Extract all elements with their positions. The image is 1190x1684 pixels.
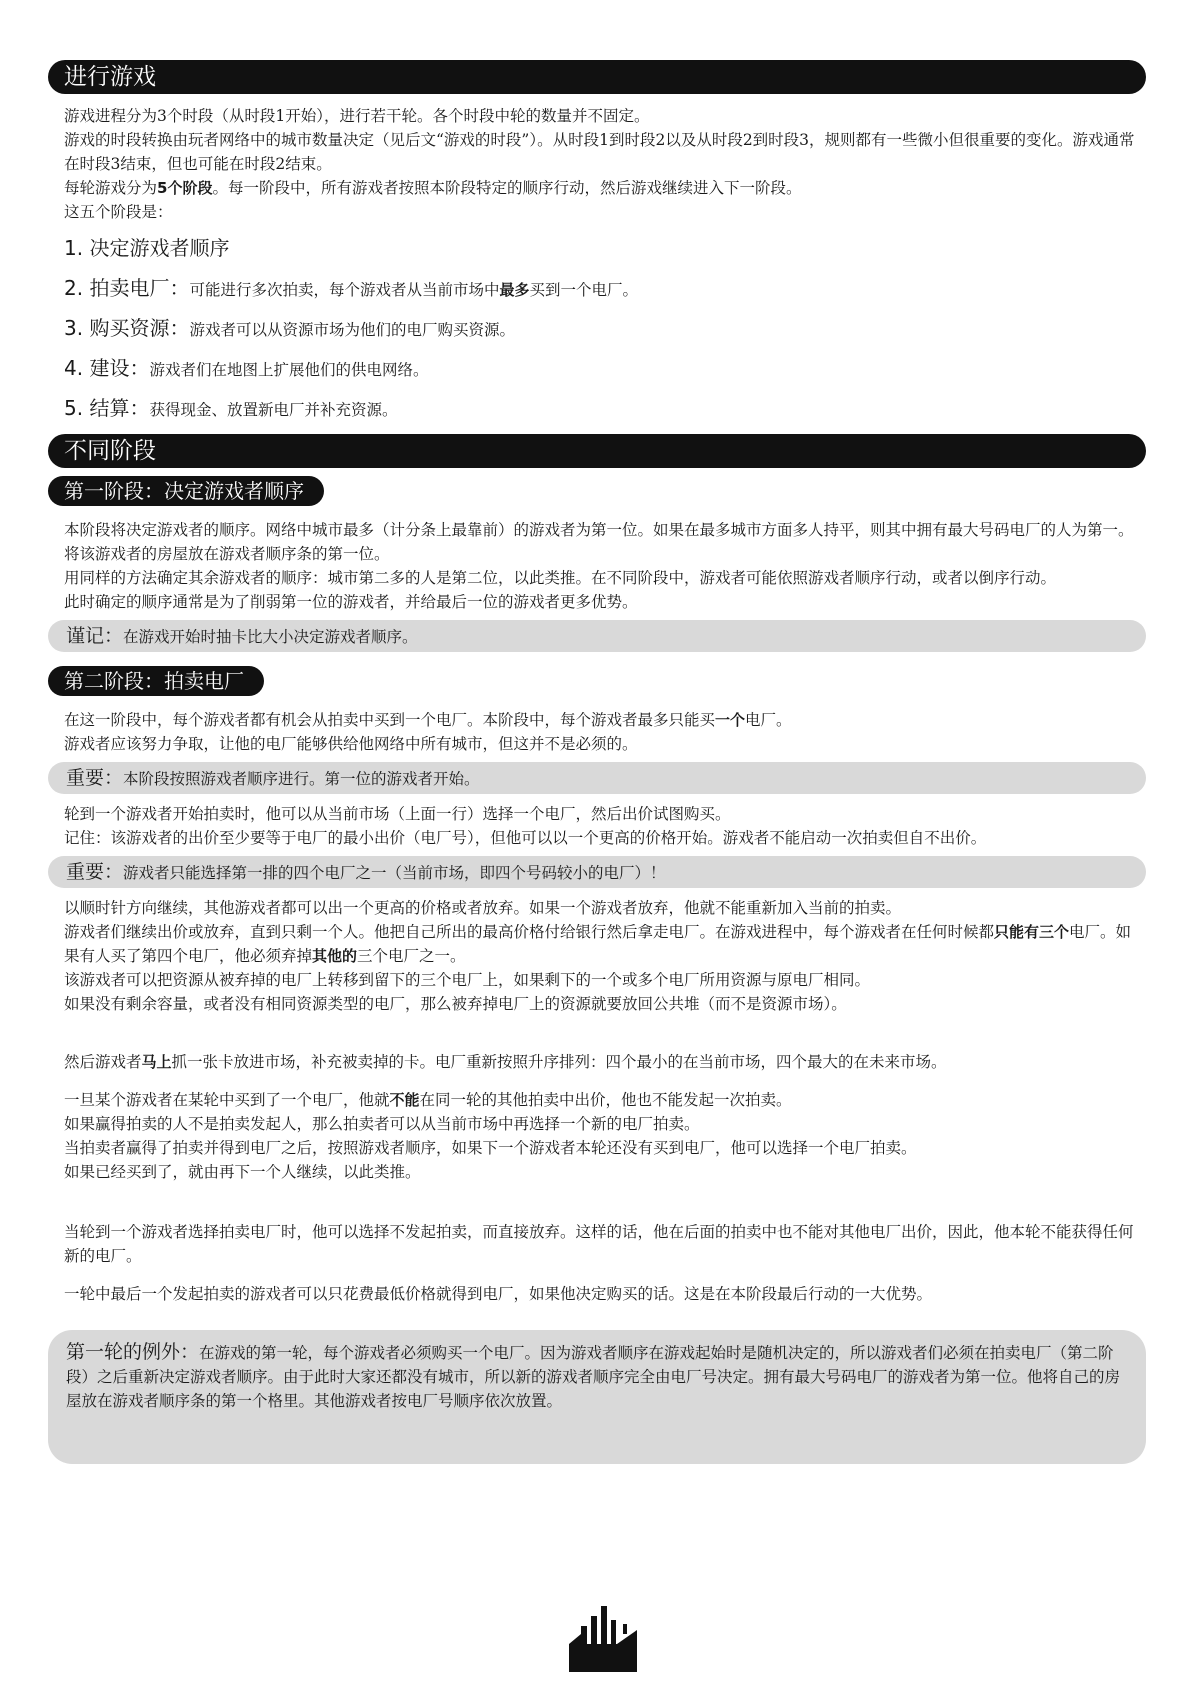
phase-item-2 bbox=[48, 268, 1146, 308]
phase-item-4 bbox=[48, 348, 1146, 388]
paragraph bbox=[48, 176, 1146, 200]
paragraph: 此时确定的顺序通常是为了削弱第一位的游戏者，并给最后一位的游戏者更多优势。 bbox=[64, 593, 638, 611]
text: 电厂。如果有人买了第四个电厂，他必须弃掉 bbox=[64, 923, 1132, 965]
phase-title: 4. 建设： bbox=[64, 356, 150, 380]
phase-title: 5. 结算： bbox=[64, 396, 150, 420]
text: 一旦某个游戏者在某轮中买到了一个电厂，他就 bbox=[64, 1091, 390, 1109]
paragraph: 以顺时针方向继续，其他游戏者都可以出一个更高的价格或者放弃。如果一个游戏者放弃，他就不能重新加入当前的拍卖。 bbox=[64, 899, 902, 917]
phase-desc: 获得现金、放置新电厂并补充资源。 bbox=[149, 401, 398, 419]
paragraph: 当轮到一个游戏者选择拍卖电厂时，他可以选择不发起拍卖，而直接放弃。这样的话，他在后面的拍卖中也不能对其他电厂出价，因此，他本轮不能获得任何新的电厂。 bbox=[64, 1223, 1134, 1265]
paragraph: 这五个阶段是： bbox=[64, 203, 173, 221]
note-label: 重要： bbox=[66, 767, 124, 789]
text: 可能进行多次拍卖，每个游戏者从当前市场中 bbox=[189, 281, 500, 299]
note-label: 重要： bbox=[66, 861, 124, 883]
note-text: 在游戏开始时抽卡比大小决定游戏者顺序。 bbox=[123, 628, 418, 646]
exception-label: 第一轮的例外： bbox=[66, 1341, 200, 1363]
note-label: 谨记： bbox=[66, 625, 124, 647]
phase-title: 2. 拍卖电厂： bbox=[64, 276, 190, 300]
note-text: 游戏者只能选择第一排的四个电厂之一（当前市场，即四个号码较小的电厂）！ bbox=[123, 864, 666, 882]
paragraph: 游戏者应该努力争取，让他的电厂能够供给他网络中所有城市，但这并不是必须的。 bbox=[64, 735, 638, 753]
paragraph: 如果已经买到了，就由再下一个人继续，以此类推。 bbox=[64, 1163, 421, 1181]
phase-item-5 bbox=[48, 388, 1146, 428]
note-important-1 bbox=[48, 762, 1146, 794]
emphasis: 一个 bbox=[715, 711, 746, 729]
text: 在同一轮的其他拍卖中出价，他也不能发起一次拍卖。 bbox=[419, 1091, 792, 1109]
power-plant-icon bbox=[567, 1600, 639, 1672]
text: 电厂。 bbox=[745, 711, 792, 729]
emphasis: 只能有三个 bbox=[994, 923, 1070, 941]
phase-desc: 游戏者们在地图上扩展他们的供电网络。 bbox=[149, 361, 429, 379]
text: 抓一张卡放进市场，补充被卖掉的卡。电厂重新按照升序排列：四个最小的在当前市场，四个最大的在未来市场。 bbox=[171, 1053, 947, 1071]
paragraph: 游戏的时段转换由玩者网络中的城市数量决定（见后文“游戏的时段”）。从时段1到时段2以及从时段2到时段3，规则都有一些微小但很重要的变化。游戏通常在时段3结束，但也可能在时段2结束。 bbox=[64, 131, 1135, 173]
text: 游戏者们继续出价或放弃，直到只剩一个人。他把自己所出的最高价格付给银行然后拿走电厂。在游戏进程中，每个游戏者在任何时候都 bbox=[64, 923, 995, 941]
phase-title: 1. 决定游戏者顺序 bbox=[64, 236, 230, 260]
text: 。每一阶段中，所有游戏者按照本阶段特定的顺序行动，然后游戏继续进入下一阶段。 bbox=[212, 179, 802, 197]
phase-item-3 bbox=[48, 308, 1146, 348]
paragraph bbox=[48, 1088, 1146, 1112]
paragraph: 该游戏者可以把资源从被弃掉的电厂上转移到留下的三个电厂上，如果剩下的一个或多个电厂所用资源与原电厂相同。 bbox=[64, 971, 871, 989]
phase2-title: 第二阶段：拍卖电厂 bbox=[48, 666, 264, 696]
text: 在这一阶段中，每个游戏者都有机会从拍卖中买到一个电厂。本阶段中，每个游戏者最多只能买 bbox=[64, 711, 716, 729]
phase-desc: 游戏者可以从资源市场为他们的电厂购买资源。 bbox=[189, 321, 515, 339]
paragraph: 如果赢得拍卖的人不是拍卖发起人，那么拍卖者可以从当前市场中再选择一个新的电厂拍卖。 bbox=[64, 1115, 700, 1133]
text: 每轮游戏分为 bbox=[64, 179, 158, 197]
text: 买到一个电厂。 bbox=[529, 281, 638, 299]
paragraph: 记住：该游戏者的出价至少要等于电厂的最小出价（电厂号），但他可以以一个更高的价格开始。游戏者不能启动一次拍卖但自不出价。 bbox=[64, 829, 987, 847]
first-round-exception-box bbox=[48, 1330, 1146, 1464]
phase1-title: 第一阶段：决定游戏者顺序 bbox=[48, 476, 324, 506]
phase-item-1 bbox=[48, 228, 1146, 268]
exception-text: 在游戏的第一轮，每个游戏者必须购买一个电厂。因为游戏者顺序在游戏起始时是随机决定的，所以游戏者们必须在拍卖电厂（第二阶段）之后重新决定游戏者顺序。由于此时大家还都没有城市，所以新的游戏者顺序完全由电厂号决定。拥有最大号码电厂的游戏者为第一位。他将自己的房屋放在游戏者顺序条的第一个格里。其他游戏者按电厂号顺序依次放置。 bbox=[66, 1344, 1121, 1410]
section-title-phases: 不同阶段 bbox=[48, 434, 1146, 468]
note-remember bbox=[48, 620, 1146, 652]
paragraph: 轮到一个游戏者开始拍卖时，他可以从当前市场（上面一行）选择一个电厂，然后出价试图购买。 bbox=[64, 805, 731, 823]
paragraph bbox=[48, 920, 1146, 968]
text: 然后游戏者 bbox=[64, 1053, 142, 1071]
text: 三个电厂之一。 bbox=[357, 947, 466, 965]
paragraph: 一轮中最后一个发起拍卖的游戏者可以只花费最低价格就得到电厂，如果他决定购买的话。这是在本阶段最后行动的一大优势。 bbox=[64, 1285, 933, 1303]
paragraph: 当拍卖者赢得了拍卖并得到电厂之后，按照游戏者顺序，如果下一个游戏者本轮还没有买到电厂，他可以选择一个电厂拍卖。 bbox=[64, 1139, 917, 1157]
emphasis: 其他的 bbox=[312, 947, 358, 965]
note-important-2 bbox=[48, 856, 1146, 888]
emphasis: 最多 bbox=[499, 281, 530, 299]
phase-title: 3. 购买资源： bbox=[64, 316, 190, 340]
paragraph bbox=[48, 1050, 1146, 1074]
paragraph: 如果没有剩余容量，或者没有相同资源类型的电厂，那么被弃掉电厂上的资源就要放回公共堆（而不是资源市场）。 bbox=[64, 995, 847, 1013]
paragraph: 用同样的方法确定其余游戏者的顺序：城市第二多的人是第二位，以此类推。在不同阶段中，游戏者可能依照游戏者顺序行动，或者以倒序行动。 bbox=[64, 569, 1057, 587]
rules-page bbox=[48, 60, 1146, 1464]
emphasis: 不能 bbox=[389, 1091, 420, 1109]
note-text: 本阶段按照游戏者顺序进行。第一位的游戏者开始。 bbox=[123, 770, 480, 788]
section-title-play: 进行游戏 bbox=[48, 60, 1146, 94]
paragraph: 本阶段将决定游戏者的顺序。网络中城市最多（计分条上最靠前）的游戏者为第一位。如果在最多城市方面多人持平，则其中拥有最大号码电厂的人为第一。将该游戏者的房屋放在游戏者顺序条的第一位。 bbox=[64, 521, 1134, 563]
paragraph: 游戏进程分为3个时段（从时段1开始），进行若干轮。各个时段中轮的数量并不固定。 bbox=[64, 107, 650, 125]
emphasis: 5个阶段 bbox=[157, 179, 213, 197]
emphasis: 马上 bbox=[141, 1053, 172, 1071]
paragraph bbox=[48, 708, 1146, 732]
